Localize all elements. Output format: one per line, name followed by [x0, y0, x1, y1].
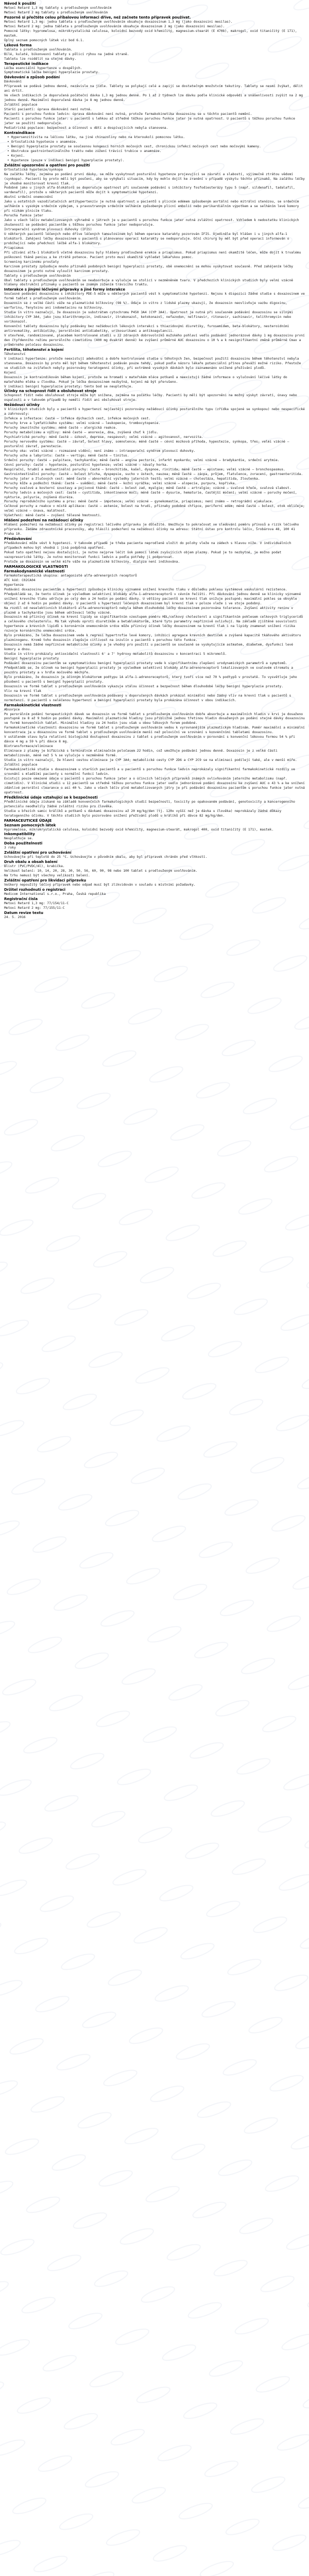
section-heading: Zvláštní opatření pro uchovávání	[4, 851, 72, 855]
paragraph: Předklinické údaje získané na základě konvenčních farmakologických studií bezpečnosti, toxicity po opakovaném podávání, genotoxicity a kancerogenního potenciálu neodhalily žádné zvláštní riziko pro člověka. Studie u březích samic králíků a potkanů s dávkami doxazosinu až 20 mg/kg/den (tj. 120x vyšší než je dávka u člověka) neprokázaly žádné důkazy teratogenního účinku. V těchto studiích bylo pozorováno snížení přežívání plodů u králíků při dávce 82 mg/kg/den.	[4, 800, 295, 818]
paragraph: V otevřené, randomizované, placebem kontrolované studii u 22 zdravých dobrovolníků mužského pohlaví vedlo podávání jednorázové dávky 1 mg doxazosinu první den čtyřdenního režimu perorálního cimetidinu (400 mg dvakrát denně) ke zvýšení průměrné AUC doxazosinu o 10 % a k nesignifikantní změně průměrné Cmax a průměrného poločasu doxazosinu.	[4, 334, 307, 347]
list-item	[4, 145, 305, 149]
paragraph: Metoxi Retard 1,3 mg tablety s prodlouženým uvolňováním Metoxi Retard 2 mg tablety s prodlouženým uvolňováním	[4, 6, 112, 14]
paragraph: Vliv na krevní tlak Doxazosin ve formě tablet s prodlouženým uvolňováním podávaný v doporučených dávkách prokázal minimální nebo žádný vliv na krevní tlak u pacientů s normotenzí. U pacientů s neléčenou hypertenzí a benigní hyperplazií prostaty byla prokázána účinnost v obou indikacích.	[4, 689, 291, 702]
bullet-icon: •	[7, 135, 11, 139]
paragraph: Ortostatická hypotenze/synkopa Na začátku léčby, zejména po podání první dávky, se může vyskytnout posturální hypotenze projevující se závratí a slabostí, výjimečně ztrátou vědomí (synkopa). Pacienti by proto měli být poučeni, aby se vyhýbali situacím, kdy by mohlo dojít ke zranění v případě výskytu těchto příznaků. Na začátku léčby je vhodné monitorovat krevní tlak. Podobně jako u jiných alfa-blokátorů se doporučuje opatrnost při současném podávání s inhibitory fosfodiesterázy typu 5 (např. sildenafil, tadalafil, vardenafil), protože u některých pacientů může dojít k symptomatické hypotenzi.	[4, 167, 305, 195]
section-heading: Inkompatibility	[4, 832, 35, 837]
bullet-icon: •	[7, 158, 11, 162]
list-item	[4, 159, 305, 163]
section-heading: Terapeutické indikace	[4, 61, 49, 66]
list-item	[4, 154, 305, 159]
list-item-text: Hypotenze (pouze v indikaci benigní hyperplazie prostaty).	[11, 158, 125, 162]
paragraph: 3 roky	[4, 846, 16, 850]
paragraph: Metoxi Retard 1,3 mg: 77/154/11-C Metoxi Retard 2 mg: 77/155/11-C	[4, 902, 69, 910]
paragraph: Současné podávání doxazosinu s inhibitory PDE-5 může u některých pacientů vést k symptomatické hypotenzi. Nejsou k dispozici žádné studie s doxazosinem ve formě tablet s prodlouženým uvolňováním. Doxazosin se z velké části váže na plazmatické bílkoviny (98 %). Údaje in vitro z lidské plazmy ukazují, že doxazosin neovlivňuje vazbu digoxinu, warfarinu, fenytoinu ani indometacinu na bílkoviny. Studie in vitro naznačují, že doxazosin je substrátem cytochromu P450 3A4 (CYP 3A4). Opatrnost je nutná při současném podávání doxazosinu se silnými inhibitory CYP 3A4, jako jsou klarithromycin, indinavir, itrakonazol, ketokonazol, nefazodon, nelfinavir, ritonavir, sachinavir, telithromycin nebo vorikonazol. Konvenční tablety doxazosinu byly podávány bez nežádoucích lékových interakcí s thiazidovými diuretiky, furosemidem, beta-blokátory, nesteroidními antirevmatiky, antibiotiky, perorálními antidiabetiky, urikosurikami a antikoagulancii.	[4, 292, 305, 333]
paragraph: Porucha funkce jater Jako u všech léčiv metabolizovaných výhradně v játrech je u pacientů s poruchou funkce jater nutná zvláštní opatrnost. Vzhledem k nedostatku klinických zkušeností se podávání pacientům s těžkou poruchou funkce jater nedoporučuje.	[4, 214, 299, 227]
list-item-text: Ortostatická hypotenze v anamnéze.	[11, 140, 78, 144]
bullet-icon: •	[7, 140, 11, 144]
list-item	[4, 149, 305, 154]
section-heading: Držitel rozhodnutí o registraci	[4, 888, 66, 892]
paragraph: Těhotenství V indikaci hypertenze: protože neexistují adekvátní a dobře kontrolované studie u těhotných žen, bezpečnost použití doxazosinu během těhotenství nebyla stanovena. Doxazosin by proto měl být během těhotenství podáván pouze tehdy, pokud podle názoru lékaře potenciální přínos převáží možné riziko. Přestože ve studiích na zvířatech nebyly pozorovány teratogenní účinky, při extrémně vysokých dávkách bylo zaznamenáno snížené přežívání plodů. Kojení Doxazosin je kontraindikován během kojení, protože se hromadí v mateřském mléce potkanů a neexistují žádné informace o vylučování léčivé látky do mateřského mléka u člověka. Pokud je léčba doxazosinem nezbytná, kojení má být přerušeno. V indikaci benigní hyperplazie prostaty: tento bod se neuplatňuje.	[4, 352, 301, 388]
section-heading: Registrační čísla	[4, 897, 38, 902]
section-heading: Předávkování	[4, 537, 32, 541]
section-heading: Datum revize textu	[4, 910, 43, 915]
paragraph: Veškerý nepoužitý léčivý přípravek nebo odpad musí být zlikvidován v souladu s místními požadavky.	[4, 883, 196, 887]
paragraph: Předávkování může vést k hypotenzi. V takovém případě je třeba pacienta neprodleně uložit do polohy vleže na zádech s hlavou níže. V individuálních případech mohou být vhodná i jiná podpůrná opatření. Pokud tato opatření nejsou dostačující, je nutno nejprve léčit šok pomocí látek zvyšujících objem plazmy. Pokud je to nezbytné, je možno podat vazopresorické látky. Je nutno monitorovat funkci ledvin a podle potřeby ji podporovat. Protože se doxazosin ve velké míře váže na plazmatické bílkoviny, dialýza není indikována.	[4, 541, 291, 564]
list-item-text: Kojení.	[11, 154, 25, 158]
list-item-text: Hypersenzitivita na léčivou látku, na jiné chinazoliny nebo na kteroukoli pomocnou látku.	[11, 135, 185, 139]
list-item	[4, 140, 305, 145]
paragraph: Uchovávejte při teplotě do 25 °C. Uchovávejte v původním obalu, aby byl přípravek chráněn před vlhkostí.	[4, 855, 208, 859]
section-heading: Kontraindikace	[4, 130, 35, 135]
list-item-text: Benigní hyperplazie prostaty se současnou kongescí horních močových cest, chronickou infekcí močových cest nebo močovými kameny.	[11, 144, 261, 148]
section-heading: Zvláštní upozornění a opatření pro použití	[4, 163, 90, 167]
paragraph: Zvláštní populace Starší pacienti: úprava dávkování není nutná. Pacienti s poruchou funkce ledvin: úprava dávkování není nutná, protože farmakokinetika doxazosinu se u těchto pacientů nemění. Pacienti s poruchou funkce jater: u pacientů s lehkou až středně těžkou poruchou funkce jater je nutná opatrnost. U pacientů s těžkou poruchou funkce jater se použití nedoporučuje. Pediatrická populace: bezpečnost a účinnost u dětí a dospívajících nebyla stanovena.	[4, 103, 295, 130]
paragraph: Farmakoterapeutická skupina: antagonisté alfa-adrenergních receptorů ATC kód: C02CA04	[4, 573, 137, 582]
section-heading: Zvláštní opatření pro likvidaci přípravku	[4, 878, 87, 883]
bullet-icon: •	[7, 149, 11, 153]
section-heading: Léková forma	[4, 43, 32, 47]
list-item-text: Obstrukce gastrointestinálního traktu nebo zúžení trávicí trubice v anamnéze.	[11, 149, 162, 153]
paragraph: Tablety s prodlouženým uvolňováním Obal tablety s prodlouženým uvolňováním se neabsorbuje a vylučuje se stolicí v nezměněném tvaru. V předchozích klinických studiích byly velmi vzácně hlášeny obstrukční příznaky u pacientů se známým zúžením trávicího traktu.	[4, 274, 294, 287]
section-heading: Účinky na schopnost řídit a obsluhovat stroje	[4, 389, 97, 394]
paragraph: Benigní hyperplazie prostaty Podávání doxazosinu pacientům se symptomatickou benigní hyperplazií prostaty vede k signifikantnímu zlepšení urodynamických parametrů a symptomů. Předpokládá se, že účinek na benigní hyperplazii prostaty je výsledkem selektivní blokády alfa-adrenoreceptorů lokalizovaných ve svalovém stromatu a pouzdru prostaty a v hrdle močového měchýře. Bylo prokázáno, že doxazosin je účinným blokátorem podtypu 1A alfa-1-adrenoreceptorů, který tvoří více než 70 % podtypů v prostatě. To vysvětluje jeho působení u pacientů s benigní hyperplazií prostaty. Doxazosin ve formě tablet s prodlouženým uvolňováním vykazuje stálou účinnost a bezpečnost během dlouhodobé léčby benigní hyperplazie prostaty.	[4, 657, 297, 688]
section-heading: Předklinické údaje vztahující se k bezpečnosti	[4, 795, 98, 800]
section-heading: Doba použitelnosti	[4, 841, 43, 846]
document-content	[4, 2, 305, 920]
paragraph: Hypromelosa, mikrokrystalická celulosa, koloidní bezvodý oxid křemičitý, magnesium-stearát, makrogol 400, oxid titaničitý (E 171), mastek.	[4, 827, 274, 832]
paragraph: Úplný seznam pomocných látek viz bod 6.1.	[4, 38, 84, 42]
section-heading: FARMAKOLOGICKÉ VLASTNOSTI	[4, 564, 68, 569]
bullet-icon: •	[7, 154, 11, 158]
section-heading: FARMACEUTICKÉ ÚDAJE	[4, 818, 52, 823]
section-heading: Pozorně si přečtěte celou příbalovou informaci dříve, než začnete tento přípravek používat.	[4, 15, 191, 20]
paragraph: 24. 5. 2016	[4, 915, 26, 919]
section-heading: Návod k použití	[4, 2, 36, 6]
paragraph: Blistr (PVC/PVDC/Al), krabička. Velikost balení: 10, 14, 20, 28, 30, 50, 56, 60, 90, 98 nebo 100 tablet s prodlouženým uvolňováním. Na trhu nemusí být všechny velikosti balení.	[4, 865, 198, 878]
paragraph: V klinických studiích byly u pacientů s hypertenzí nejčastěji pozorovány nežádoucí účinky posturálního typu (zřídka spojené se synkopou) nebo nespecifické a zahrnovaly: Infekce a infestace: časté – infekce dýchacích cest, infekce močových cest. Poruchy krve a lymfatického systému: velmi vzácné – leukopenie, trombocytopenie. Poruchy imunitního systému: méně časté – alergická reakce. Poruchy metabolismu a výživy: méně časté – anorexie, dna, zvýšená chuť k jídlu. Psychiatrické poruchy: méně časté – úzkost, deprese, nespavost; velmi vzácné – agitovanost, nervozita. Poruchy nervového systému: časté – závrať, bolest hlavy, somnolence; méně časté – cévní mozková příhoda, hypestezie, synkopa, třes; velmi vzácné – posturální závrať, parestezie. Poruchy oka: velmi vzácné – rozmazané vidění; není známo – intraoperační syndrom plovoucí duhovky. Poruchy ucha a labyrintu: časté – vertigo; méně časté – tinitus. Srdeční poruchy: časté – palpitace, tachykardie; méně časté – angina pectoris, infarkt myokardu; velmi vzácné – bradykardie, srdeční arytmie. Cévní poruchy: časté – hypotenze, posturální hypotenze; velmi vzácné – návaly horka. Respirační, hrudní a mediastinální poruchy: časté – bronchitida, kašel, dyspnoe, rinitida; méně časté – epistaxe; velmi vzácné – bronchospasmus.	[4, 408, 305, 471]
paragraph: Hypertenze Podávání doxazosinu pacientům s hypertenzí způsobuje klinicky významné snížení krevního tlaku v důsledku poklesu systémové vaskulární rezistence. Předpokládá se, že tento účinek je výsledkem selektivní blokády alfa-1-adrenoreceptorů v cévním řečišti. Při dávkování jednou denně se klinicky významné snížení krevního tlaku udržuje po celý den a 24 hodin po podání dávky. U většiny pacientů se krevní tlak snižuje postupně; maximální pokles se obvykle objeví 2 až 6 hodin po podání dávky. U pacientů s hypertenzí léčených doxazosinem byl krevní tlak v poloze vleže i ve stoje podobný. Na rozdíl od neselektivních blokátorů alfa-adrenoreceptorů nebyla během dlouhodobé léčby doxazosinem pozorována tolerance. Zvýšení aktivity reninu v plazmě a tachykardie jsou během udržovací léčby vzácné. Doxazosin má příznivý účinek na krevní lipidy se signifikantním vzestupem poměru HDL/celkový cholesterol a signifikantním poklesem celkových triglyceridů a celkového cholesterolu. Má tak výhodu oproti diuretikům a betablokátorům, které tyto parametry nepříznivě ovlivňují. Na základě zjištěné souvislosti hypertenze a krevních lipidů s koronárním onemocněním srdce může příznivý účinek léčby doxazosinem na krevní tlak i na lipidy znamenat snížení rizika rozvoje koronárního onemocnění srdce. Bylo prokázáno, že léčba doxazosinem vede k regresi hypertrofie levé komory, inhibici agregace krevních destiček a zvýšené kapacitě tkáňového aktivátoru plazminogenu. Kromě toho doxazosin zlepšuje citlivost na inzulín u pacientů s poruchou této funkce. Doxazosin nemá žádné nepříznivé metabolické účinky a je vhodný pro použití u pacientů se současně se vyskytujícím astmatem, diabetem, dysfunkcí levé komory a dnou. Studie in vitro prokázaly antioxidační vlastnosti 6' a 7' hydroxy metabolitů doxazosinu v koncentraci 5 mikromolů.	[4, 583, 303, 656]
section-heading: Farmakodynamické vlastnosti	[4, 569, 65, 573]
paragraph: Medicom International s.r.o., Praha, Česká republika	[4, 892, 106, 896]
paragraph: Tableta s prodlouženým uvolňováním. Bílé, kulaté, bikonvexní tablety s půlicí rýhou na jedné straně. Tabletu lze rozdělit na stejné dávky.	[4, 47, 129, 61]
paragraph: Léčba esenciální hypertenze u dospělých. Symptomatická léčba benigní hyperplazie prostaty.	[4, 66, 100, 75]
section-heading: Nežádoucí účinky	[4, 403, 40, 408]
paragraph: Schopnost řídit nebo obsluhovat stroje může být snížena, zejména na počátku léčby. Pacienti by měli být upozorněni na možný výskyt závratí, únavy nebo ospalosti a v takovém případě by neměli řídit ani obsluhovat stroje.	[4, 394, 299, 402]
section-heading: Interakce s jinými léčivými přípravky a jiné formy interakce	[4, 287, 126, 292]
paragraph: Biotransformace/eliminace Eliminace z plazmy je bifázická s terminálním eliminačním poločasem 22 hodin, což umožňuje podávání jednou denně. Doxazosin je z velké části metabolizován, méně než 5 % se vylučuje v nezměněné formě. Studie in vitro naznačují, že hlavní cestou eliminace je CYP 3A4; metabolické cesty CYP 2D6 a CYP 2C9 se na eliminaci podílejí také, ale v menší míře.	[4, 744, 297, 762]
section-heading: Druh obalu a obsah balení	[4, 860, 58, 865]
paragraph: Gastrointestinální poruchy: časté – bolest břicha, dyspepsie, sucho v ústech, nauzea; méně časté – zácpa, průjem, flatulence, zvracení, gastroenteritida. Poruchy jater a žlučových cest: méně časté – abnormální výsledky jaterních testů; velmi vzácné – cholestáza, hepatitida, žloutenka. Poruchy kůže a podkožní tkáně: časté – svědění; méně časté – kožní vyrážka; velmi vzácné – alopecie, purpura, kopřivka. Poruchy svalové a kosterní soustavy a pojivové tkáně: časté – bolest zad, myalgie; méně časté – artralgie; vzácné – svalové křeče, svalová slabost. Poruchy ledvin a močových cest: časté – cystitida, inkontinence moči; méně časté – dysurie, hematurie, častější močení; velmi vzácné – poruchy močení, nykturie, polyurie, zvýšená diuréza. Poruchy reprodukčního systému a prsu: méně časté – impotence; velmi vzácné – gynekomastie, priapismus; není známo – retrográdní ejakulace. Celkové poruchy a reakce v místě aplikace: časté – astenie, bolest na hrudi, příznaky podobné chřipce, periferní edém; méně časté – bolest, otok obličeje; velmi vzácné – únava, malátnost. Vyšetření: méně časté – zvýšení tělesné hmotnosti.	[4, 472, 305, 518]
paragraph: Screening karcinomu prostaty Karcinom prostaty způsobuje mnoho příznaků podobných benigní hyperplazii prostaty, obě onemocnění se mohou vyskytovat současně. Před zahájením léčby doxazosinem je proto nutné vyloučit karcinom prostaty.	[4, 260, 294, 273]
paragraph: Priapismus Při užívání alfa-1 blokátorů včetně doxazosinu byly hlášeny prodloužené erekce a priapismus. Pokud priapismus není okamžitě léčen, může dojít k trvalému poškození tkáně penisu a ke ztrátě potence. Pacient proto musí okamžitě vyhledat lékařskou pomoc.	[4, 246, 301, 259]
section-heading: Seznam pomocných látek	[4, 823, 56, 827]
section-heading: Hlášení podezření na nežádoucí účinky	[4, 518, 83, 523]
bullet-list	[4, 135, 305, 163]
paragraph: Hlášení podezření na nežádoucí účinky po registraci léčivého přípravku je důležité. Umožňuje to pokračovat ve sledování poměru přínosů a rizik léčivého přípravku. Žádáme zdravotnické pracovníky, aby hlásili podezření na nežádoucí účinky na adresu: Státní ústav pro kontrolu léčiv, Šrobárova 48, 100 41 Praha 10.	[4, 523, 301, 536]
paragraph: Dávkování Přípravek se podává jednou denně, nezávisle na jídle. Tablety se polykají celé a zapijí se dostatečným množstvím tekutiny. Tablety se nesmí žvýkat, dělit ani drtit. Ve všech indikacích je doporučená počáteční dávka 1,3 mg jednou denně. Po 1 až 2 týdnech lze dávku podle klinické odpovědi a snášenlivosti zvýšit na 2 mg jednou denně. Maximální doporučená dávka je 8 mg jednou denně.	[4, 80, 303, 103]
paragraph: Metoxi Retard 1,3 mg: jedna tableta s prodlouženým uvolňováním obsahuje doxazosinum 1,3 mg (jako doxazosini mesilas). Metoxi Retard 2 mg: jedna tableta s prodlouženým uvolňováním obsahuje doxazosinum 2 mg (jako doxazosini mesilas). Pomocné látky: hypromelosa, mikrokrystalická celulosa, koloidní bezvodý oxid křemičitý, magnesium-stearát (E 470b), makrogol, oxid titaničitý (E 171), mastek.	[4, 20, 297, 38]
bullet-icon: •	[7, 144, 11, 148]
section-heading: Fertilita, těhotenství a kojení	[4, 347, 64, 352]
paragraph: Akutní srdeční onemocnění Jako u ostatních vazodilatačních antihypertenziv je nutná opatrnost u pacientů s plicním edémem způsobeným aortální nebo mitrální stenózou, se srdečním selháním s vysokým srdečním výdejem, s pravostranným srdečním selháním způsobeným plicní embolií nebo perikardiálním výpotkem a se selháním levé komory při nízkém plnicím tlaku.	[4, 195, 299, 213]
paragraph: Neuplatňuje se.	[4, 837, 33, 841]
paragraph: Absorpce Po perorálním podání terapeutických dávek se doxazosin ve formě tablet s prodlouženým uvolňováním dobře absorbuje a maximálních hladin v krvi je dosaženo postupně za 8 až 9 hodin po podání dávky. Maximální plazmatické hladiny jsou přibližně jednou třetinou hladin dosažených po podání stejné dávky doxazosinu ve formě konvenčních tablet. Minimální hladiny za 24 hodin jsou však u obou lékových forem podobné. Farmakokinetické vlastnosti doxazosinu ve formě tablet s prodlouženým uvolňováním vedou k vyrovnanějším plazmatickým hladinám. Poměr maximální a minimální koncentrace je u doxazosinu ve formě tablet s prodlouženým uvolňováním menší než poloviční ve srovnání s konvenčními tabletami doxazosinu. V ustáleném stavu byla relativní biologická dostupnost doxazosinu z tablet s prodlouženým uvolňováním v porovnání s konvenční lékovou formou 54 % při dávce 4 mg a 59 % při dávce 8 mg.	[4, 707, 305, 744]
paragraph: Intraoperační syndrom plovoucí duhovky (IFIS) U některých pacientů léčených nebo dříve léčených tamsulosinem byl během operace katarakty pozorován IFIS. Ojediněle byl hlášen i u jiných alfa-1 blokátorů. Zahájení léčby doxazosinem u pacientů s plánovanou operací katarakty se nedoporučuje. Oční chirurg by měl být před operací informován o probíhající nebo předchozí léčbě alfa-1 blokátory.	[4, 228, 289, 245]
section-heading: Farmakokinetické vlastnosti	[4, 703, 62, 707]
list-item	[4, 135, 305, 140]
paragraph: Zvláštní populace Farmakokinetické studie s doxazosinem u starších pacientů a u pacientů s poruchou funkce ledvin neprokázaly signifikantní farmakokinetické rozdíly ve srovnání s mladšími pacienty s normální funkcí ledvin. Existují pouze omezené údaje u pacientů s poruchou funkce jater a o účincích léčivých přípravků známých ovlivňováním jaterního metabolismu (např. cimetidin). V klinické studii u 12 pacientů se středně těžkou poruchou funkce jater vedlo jednorázové podání doxazosinu ke zvýšení AUC o 43 % a ke snížení zdánlivé perorální clearance o asi 40 %. Jako u všech léčiv plně metabolizovaných játry je při podávání doxazosinu pacientům s poruchou funkce jater nutná opatrnost.	[4, 763, 305, 794]
section-heading: Dávkování a způsob podání	[4, 75, 60, 80]
